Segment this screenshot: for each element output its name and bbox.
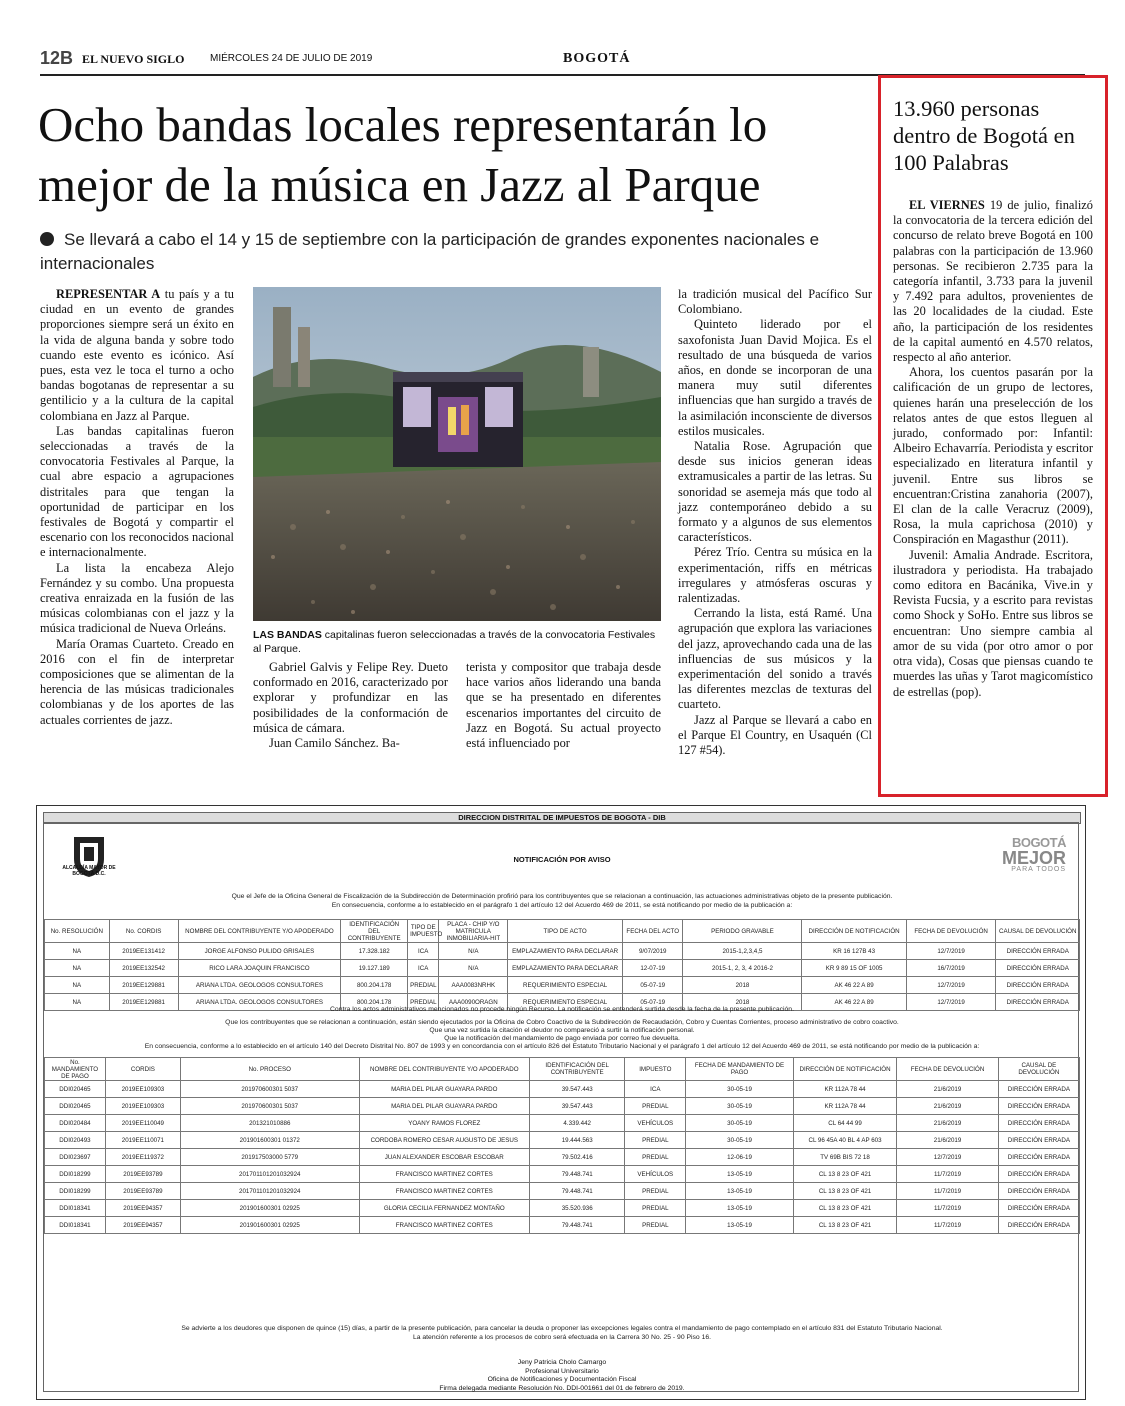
- table-cell: PREDIAL: [625, 1200, 686, 1217]
- table-cell: N/A: [439, 943, 508, 960]
- table-cell: CL 96 45A 40 BL 4 AP 603: [793, 1132, 897, 1149]
- paragraph: [40, 287, 234, 424]
- table-cell: ICA: [625, 1081, 686, 1098]
- table-cell: KR 112A 78 44: [793, 1098, 897, 1115]
- table-cell: 17.328.182: [341, 943, 408, 960]
- table-cell: 05-07-19: [622, 977, 683, 994]
- table-cell: 2019EE93789: [105, 1183, 180, 1200]
- notice-mid-2: Que los contribuyentes que se relacionan a continuación, están siendo ejecutados por la Oficina de Cobro Coactivo de la Subdirección de Recaudación, Cobro y Cuentas Corrientes, proceso administrativo de cobro coactivo.: [225, 1019, 899, 1026]
- table-cell: 30-05-19: [686, 1098, 794, 1115]
- lead-word: REPRESENTAR A: [56, 287, 161, 301]
- concert-crowd-image: [253, 287, 661, 621]
- paragraph: María Oramas Cuarteto. Creado en 2016 con el fin de interpretar composiciones que se alimentan de la herencia de las músicas tradicionales colombianas y de los aportes de las actuales corrientes de jazz.: [40, 636, 234, 727]
- column-header: NOMBRE DEL CONTRIBUYENTE Y/O APODERADO: [359, 1058, 529, 1081]
- table-cell: ARIANA LTDA. GEOLOGOS CONSULTORES: [178, 977, 341, 994]
- table-cell: 21/6/2019: [897, 1098, 998, 1115]
- table-cell: KR 112A 78 44: [793, 1081, 897, 1098]
- table-cell: DIRECCIÓN ERRADA: [998, 1081, 1079, 1098]
- table-cell: N/A: [439, 960, 508, 977]
- table-cell: MARIA DEL PILAR GUAYARA PARDO: [359, 1098, 529, 1115]
- table-cell: DIRECCIÓN ERRADA: [998, 1217, 1079, 1234]
- table-cell: ARIANA LTDA. GEOLOGOS CONSULTORES: [178, 994, 341, 1011]
- table-row: [45, 1098, 1080, 1115]
- table-row: [45, 1081, 1080, 1098]
- table-cell: FRANCISCO MARTINEZ CORTES: [359, 1183, 529, 1200]
- table-cell: 11/7/2019: [897, 1217, 998, 1234]
- table-cell: PREDIAL: [625, 1183, 686, 1200]
- table-cell: 12-07-19: [622, 960, 683, 977]
- table-cell: CL 13 8 23 OF 421: [793, 1217, 897, 1234]
- table-cell: VEHÍCULOS: [625, 1166, 686, 1183]
- table-cell: DDI018299: [45, 1166, 106, 1183]
- article-subhead: [40, 228, 820, 276]
- paragraph-text: tu país y a tu ciudad en un evento de grandes proporciones siempre será un éxito en la vida de alguna banda y sobre todo cuando este evento es icónico. Así pues, esta vez le toca el turno a ocho bandas bogotanas de representar a su gentilicio y a la cultura de la capital colombiana en Jazz al Parque.: [40, 287, 234, 423]
- bullet-icon: [40, 232, 54, 246]
- table-cell: 2018: [683, 977, 802, 994]
- column-header: TIPO DE IMPUESTO: [408, 920, 439, 943]
- table-cell: DDI020493: [45, 1132, 106, 1149]
- table-cell: ICA: [408, 960, 439, 977]
- table-cell: 2019EE109303: [105, 1098, 180, 1115]
- table-cell: 13-05-19: [686, 1217, 794, 1234]
- table-cell: 2019EE129881: [109, 994, 178, 1011]
- table-cell: PREDIAL: [625, 1098, 686, 1115]
- table-cell: 800.204.178: [341, 977, 408, 994]
- table-cell: 12/7/2019: [906, 994, 996, 1011]
- table-cell: 79.448.741: [530, 1183, 625, 1200]
- signer-name: Jeny Patricia Cholo Camargo: [517, 1359, 607, 1366]
- column-header: IMPUESTO: [625, 1058, 686, 1081]
- table-cell: CL 13 8 23 OF 421: [793, 1166, 897, 1183]
- table-cell: AAA0090ORAGN: [439, 994, 508, 1011]
- table-cell: 79.448.741: [530, 1217, 625, 1234]
- table-cell: DDI018341: [45, 1200, 106, 1217]
- table-cell: FRANCISCO MARTINEZ CORTES: [359, 1166, 529, 1183]
- table-cell: 11/7/2019: [897, 1200, 998, 1217]
- table-cell: 05-07-19: [622, 994, 683, 1011]
- table-cell: 201701101201032924: [180, 1183, 359, 1200]
- table-cell: 201970600301 5037: [180, 1098, 359, 1115]
- table-row: [45, 1115, 1080, 1132]
- issue-date: MIÉRCOLES 24 DE JULIO DE 2019: [210, 53, 373, 64]
- photo-caption: [253, 628, 661, 656]
- column-header: FECHA DEL ACTO: [622, 920, 683, 943]
- table-cell: 13-05-19: [686, 1200, 794, 1217]
- table-cell: 2015-1, 2, 3, 4 2016-2: [683, 960, 802, 977]
- subhead-text: Se llevará a cabo el 14 y 15 de septiembre con la participación de grandes exponentes nacionales e internacionales: [40, 230, 820, 273]
- table-cell: 201901600301 02925: [180, 1217, 359, 1234]
- table-cell: PREDIAL: [408, 994, 439, 1011]
- table-cell: 2019EE131412: [109, 943, 178, 960]
- table-cell: 30-05-19: [686, 1115, 794, 1132]
- column-header: DIRECCIÓN DE NOTIFICACIÓN: [793, 1058, 897, 1081]
- table-cell: 2019EE93789: [105, 1166, 180, 1183]
- table-cell: DIRECCIÓN ERRADA: [998, 1166, 1079, 1183]
- table-cell: 16/7/2019: [906, 960, 996, 977]
- table-cell: 2015-1,2,3,4,5: [683, 943, 802, 960]
- table-cell: 201901600301 01372: [180, 1132, 359, 1149]
- table-cell: AK 46 22 A 89: [802, 994, 906, 1011]
- table-cell: CL 13 8 23 OF 421: [793, 1183, 897, 1200]
- page-header: [40, 48, 1085, 76]
- bogota-mejor-logo: [968, 835, 1066, 873]
- article-column-1: [40, 287, 234, 728]
- table-cell: AK 46 22 A 89: [802, 977, 906, 994]
- table-header-row: [45, 920, 1080, 943]
- column-header: PERIODO GRAVABLE: [683, 920, 802, 943]
- column-header: No. PROCESO: [180, 1058, 359, 1081]
- table-row: [45, 1132, 1080, 1149]
- table-cell: 30-05-19: [686, 1081, 794, 1098]
- paragraph: Juvenil: Amalia Andrade. Escritora, ilustradora y periodista. Ha trabajado como editora en Bacánika, Vive.in y Revista Fucsia, y a escrito para revistas como Shock y SoHo. Entre sus libros se encuentran: Uno siempre cambia al amor de su vida (por otro amor o por otra vida), Cosas que piensas cuando te muerdes las uñas y Tarot magicomístico de estrellas (pop).: [893, 547, 1093, 699]
- table-row: [45, 1183, 1080, 1200]
- table-cell: KR 16 127B 43: [802, 943, 906, 960]
- notice-table-2: [44, 1057, 1080, 1234]
- paragraph: la tradición musical del Pacífico Sur Colombiano.: [678, 287, 872, 317]
- notice-bar-title: DIRECCION DISTRITAL DE IMPUESTOS DE BOGOTA - DIB: [43, 812, 1081, 824]
- table-cell: 2019EE94357: [105, 1200, 180, 1217]
- table-cell: YOANY RAMOS FLOREZ: [359, 1115, 529, 1132]
- table-cell: DDI023697: [45, 1149, 106, 1166]
- table-cell: DIRECCIÓN ERRADA: [998, 1132, 1079, 1149]
- caption-lead: LAS BANDAS: [253, 629, 322, 641]
- notice-mid-1: Contra los actos administrativos mencionados no procede ningún Recurso. La notificación se entenderá surtida desde la fecha de la presente publicación.: [330, 1006, 794, 1013]
- table-cell: 9/07/2019: [622, 943, 683, 960]
- paragraph: Quinteto liderado por el saxofonista Juan David Mojica. Es el resultado de una búsqueda de varios años, en donde se incorporan de una manera muy sutil diferentes influencias que han surgido a través de la asimilación inconsciente de diversos estilos musicales.: [678, 317, 872, 438]
- paragraph: Natalia Rose. Agrupación que desde sus inicios generan ideas extramusicales a partir de las letras. Su sonoridad se asemeja más que todo al jazz contemporáneo debido a su formato y a algunos de sus elementos característicos.: [678, 439, 872, 545]
- table-cell: 21/6/2019: [897, 1115, 998, 1132]
- table-cell: TV 69B BIS 72 18: [793, 1149, 897, 1166]
- table-cell: 2019EE110049: [105, 1115, 180, 1132]
- table-cell: CL 13 8 23 OF 421: [793, 1200, 897, 1217]
- table-cell: 19.127.189: [341, 960, 408, 977]
- table-cell: EMPLAZAMIENTO PARA DECLARAR: [508, 960, 623, 977]
- publication-name: EL NUEVO SIGLO: [82, 52, 185, 66]
- notice-foot-1: Se advierte a los deudores que disponen de quince (15) días, a partir de la presente publicación, para cancelar la deuda o proponer las excepciones legales contra el mandamiento de pago contemplado en el artículo 831 del Estatuto Tributario Nacional.: [181, 1325, 943, 1332]
- table-cell: 79.502.416: [530, 1149, 625, 1166]
- table-cell: MARIA DEL PILAR GUAYARA PARDO: [359, 1081, 529, 1098]
- paragraph-text: 19 de julio, finalizó la convocatoria de la tercera edición del concurso de relato breve Bogotá en 100 palabras con la participación de 13.960 personas. Se recibieron 2.735 para la categoría infantil, 3.733 para la juvenil y 7.492 para adultos, provenientes de las 20 localidades de la ciudad. Este año, la participación de los residentes de la capital aumentó en 4.570 relatos, respecto al año anterior.: [893, 198, 1093, 365]
- column-header: FECHA DE MANDAMIENTO DE PAGO: [686, 1058, 794, 1081]
- table-cell: 2019EE109303: [105, 1081, 180, 1098]
- page-number: 12B: [40, 48, 74, 68]
- notice-signature: [44, 1359, 1080, 1393]
- table-row: [45, 960, 1080, 977]
- table-cell: DIRECCIÓN ERRADA: [996, 960, 1080, 977]
- table-cell: PREDIAL: [625, 1149, 686, 1166]
- table-cell: 35.520.936: [530, 1200, 625, 1217]
- table-cell: PREDIAL: [408, 977, 439, 994]
- table-cell: DIRECCIÓN ERRADA: [998, 1149, 1079, 1166]
- table-cell: JORGE ALFONSO PULIDO GRISALES: [178, 943, 341, 960]
- column-header: FECHA DE DEVOLUCIÓN: [897, 1058, 998, 1081]
- table-cell: 2019EE132542: [109, 960, 178, 977]
- table-cell: DIRECCIÓN ERRADA: [998, 1183, 1079, 1200]
- article-column-3: [466, 660, 661, 751]
- table-cell: 2019EE110071: [105, 1132, 180, 1149]
- table-cell: DIRECCIÓN ERRADA: [996, 994, 1080, 1011]
- notice-intro-2: En consecuencia, conforme a lo establecido en el parágrafo 1 del artículo 12 del Acuerdo 469 de 2011, se está notificando por medio de la publicación a:: [331, 902, 793, 909]
- table-cell: PREDIAL: [625, 1132, 686, 1149]
- table-cell: KR 9 89 15 OF 1005: [802, 960, 906, 977]
- paragraph: Jazz al Parque se llevará a cabo en el Parque El Country, en Usaquén (Cl 127 #54).: [678, 712, 872, 758]
- notice-intro-1: Que el Jefe de la Oficina General de Fiscalización de la Subdirección de Determinación profirió para los contribuyentes que se relacionan a continuación, las actuaciones administrativas objeto de la presente publicación.: [231, 893, 893, 900]
- table-cell: PREDIAL: [625, 1217, 686, 1234]
- table-header-row: [45, 1058, 1080, 1081]
- table-cell: REQUERIMIENTO ESPECIAL: [508, 977, 623, 994]
- logo-line-3: PARA TODOS: [1011, 866, 1066, 873]
- paragraph: Pérez Trío. Centra su música en la experimentación, riffs en métricas irregulares y atmósferas oscuras y ralentizadas.: [678, 545, 872, 606]
- table-cell: VEHÍCULOS: [625, 1115, 686, 1132]
- table-cell: 19.444.563: [530, 1132, 625, 1149]
- column-header: IDENTIFICACIÓN DEL CONTRIBUYENTE: [530, 1058, 625, 1081]
- table-cell: 30-05-19: [686, 1132, 794, 1149]
- table-cell: REQUERIMIENTO ESPECIAL: [508, 994, 623, 1011]
- table-cell: 11/7/2019: [897, 1166, 998, 1183]
- table-cell: DIRECCIÓN ERRADA: [998, 1098, 1079, 1115]
- column-header: NOMBRE DEL CONTRIBUYENTE Y/O APODERADO: [178, 920, 341, 943]
- table-cell: JUAN ALEXANDER ESCOBAR ESCOBAR: [359, 1149, 529, 1166]
- table-cell: 201321010886: [180, 1115, 359, 1132]
- table-cell: 79.448.741: [530, 1166, 625, 1183]
- column-header: TIPO DE ACTO: [508, 920, 623, 943]
- table-cell: DDI018299: [45, 1183, 106, 1200]
- column-header: PLACA - CHIP Y/O MATRICULA INMOBILIARIA-HIT: [439, 920, 508, 943]
- signer-delegation: Firma delegada mediante Resolución No. DDI-001661 del 01 de febrero de 2019.: [439, 1384, 685, 1392]
- logo-line-2: MEJOR: [1001, 848, 1066, 868]
- table-cell: 11/7/2019: [897, 1183, 998, 1200]
- table-cell: DDI018341: [45, 1217, 106, 1234]
- table-cell: FRANCISCO MARTINEZ CORTES: [359, 1217, 529, 1234]
- table-cell: 12/7/2019: [906, 943, 996, 960]
- column-header: No. RESOLUCIÓN: [45, 920, 110, 943]
- column-header: No. CORDIS: [109, 920, 178, 943]
- notice-mid-3: Que una vez surtida la citación el deudor no compareció a surtir la notificación personal.: [429, 1027, 695, 1034]
- table-cell: ICA: [408, 943, 439, 960]
- paragraph: Las bandas capitalinas fueron seleccionadas a través de la convocatoria Festivales al Parque, la cual abre espacio a agrupaciones distritales para que tengan la oportunidad de participar en los festivales de Bogotá y compartir el escenario con los reconocidos nacional e internacionalmente.: [40, 423, 234, 560]
- lead-word: EL VIERNES: [909, 198, 985, 212]
- notice-mid-5: En consecuencia, conforme a lo establecido en el artículo 140 del Decreto Distrital No. 807 de 1993 y en concordancia con el artículo 826 del Estatuto Tributario Nacional y el parágrafo 1 del artículo 12 del Acuerdo 469 de 2011, se está notificando por medio de la publicación a:: [144, 1043, 980, 1050]
- notice-title: NOTIFICACIÓN POR AVISO: [513, 855, 611, 864]
- table-cell: DDI020465: [45, 1098, 106, 1115]
- table-cell: 2018: [683, 994, 802, 1011]
- sidebar-title: 13.960 personas dentro de Bogotá en 100 Palabras: [893, 96, 1075, 175]
- concert-photo: [253, 287, 661, 621]
- table-cell: NA: [45, 943, 110, 960]
- crest-label: ALCALDÍA MAYOR DE BOGOTÁ D.C.: [62, 865, 116, 877]
- table-cell: 12/7/2019: [897, 1149, 998, 1166]
- table-cell: 201901600301 02925: [180, 1200, 359, 1217]
- notice-mid-4: Que la notificación del mandamiento de pago enviada por correo fue devuelta.: [444, 1035, 680, 1042]
- table-cell: 12/7/2019: [906, 977, 996, 994]
- article-headline: Ocho bandas locales representarán lo mejor de la música en Jazz al Parque: [38, 97, 768, 212]
- table-cell: NA: [45, 960, 110, 977]
- sidebar-body: [893, 198, 1093, 700]
- table-cell: 13-05-19: [686, 1183, 794, 1200]
- table-row: [45, 1149, 1080, 1166]
- table-cell: 2019EE119372: [105, 1149, 180, 1166]
- paragraph: Juan Camilo Sánchez. Ba-: [269, 736, 400, 751]
- column-header: CAUSAL DE DEVOLUCIÓN: [998, 1058, 1079, 1081]
- paragraph: Cerrando la lista, está Ramé. Una agrupación que explora las variaciones del jazz, aprovechando cada una de las influencias de sus músicos y la experimentación del sonido a través las diferentes mezclas de texturas del cuarteto.: [678, 606, 872, 712]
- column-header: IDENTIFICACIÓN DEL CONTRIBUYENTE: [341, 920, 408, 943]
- table-row: [45, 977, 1080, 994]
- table-cell: 21/6/2019: [897, 1132, 998, 1149]
- table-row: [45, 1217, 1080, 1234]
- column-header: CAUSAL DE DEVOLUCIÓN: [996, 920, 1080, 943]
- table-cell: GLORIA CECILIA FERNANDEZ MONTAÑO: [359, 1200, 529, 1217]
- table-row: [45, 943, 1080, 960]
- article-column-2: [253, 660, 448, 751]
- table-cell: DDI020484: [45, 1115, 106, 1132]
- table-cell: DIRECCIÓN ERRADA: [998, 1200, 1079, 1217]
- paragraph: terista y compositor que trabaja desde hace varios años liderando una banda que se ha presentado en diferentes escenarios importantes del circuito de Jazz en Bogotá. Su actual proyecto está influenciado por: [466, 660, 661, 751]
- paragraph: Ahora, los cuentos pasarán por la calificación de un grupo de lectores, quienes harán una preselección de los relatos antes de que estos lleguen al jurado, conformado por: Infantil: Albeiro Echavarría. Periodista y escritor especializado en literatura infantil y juvenil. Entre sus libros se encuentran:Cristina zanahoria (2007), El clan de la calle Veracruz (2009), Rosa, la mula caprichosa (2010) y Conspiración en Magasthur (2011).: [893, 365, 1093, 547]
- table-cell: DIRECCIÓN ERRADA: [996, 943, 1080, 960]
- caption-text: capitalinas fueron seleccionadas a través de la convocatoria Festivales al Parque.: [253, 629, 656, 655]
- paragraph: La lista la encabeza Alejo Fernández y su combo. Una propuesta creativa enraizada en la fusión de las músicas colombianas con el jazz y la música tradicional de Nueva Orleáns.: [40, 560, 234, 636]
- table-cell: EMPLAZAMIENTO PARA DECLARAR: [508, 943, 623, 960]
- table-cell: 4.339.442: [530, 1115, 625, 1132]
- table-cell: 2019EE94357: [105, 1217, 180, 1234]
- notice-table-1: [44, 919, 1080, 1011]
- table-cell: NA: [45, 977, 110, 994]
- table-cell: 39.547.443: [530, 1098, 625, 1115]
- paragraph: Gabriel Galvis y Felipe Rey. Dueto conformado en 2016, caracterizado por explorar y profundizar en las posibilidades de la conformación de música de cámara.: [253, 660, 448, 735]
- table-cell: DIRECCIÓN ERRADA: [996, 977, 1080, 994]
- table-cell: 201970600301 5037: [180, 1081, 359, 1098]
- table-cell: RICO LARA JOAQUIN FRANCISCO: [178, 960, 341, 977]
- table-cell: 12-06-19: [686, 1149, 794, 1166]
- column-header: DIRECCIÓN DE NOTIFICACIÓN: [802, 920, 906, 943]
- table-cell: 13-05-19: [686, 1166, 794, 1183]
- article-column-4: [678, 287, 872, 758]
- logo-line-1: BOGOTÁ: [1011, 835, 1066, 850]
- paragraph: [893, 198, 1093, 365]
- table-cell: 2019EE129881: [109, 977, 178, 994]
- tax-notice: [36, 805, 1086, 1400]
- section-name: BOGOTÁ: [563, 51, 631, 66]
- column-header: No. MANDAMIENTO DE PAGO: [45, 1058, 106, 1081]
- table-cell: 201917503000 5779: [180, 1149, 359, 1166]
- column-header: CORDIS: [105, 1058, 180, 1081]
- column-header: FECHA DE DEVOLUCIÓN: [906, 920, 996, 943]
- table-cell: CORDOBA ROMERO CESAR AUGUSTO DE JESUS: [359, 1132, 529, 1149]
- table-cell: NA: [45, 994, 110, 1011]
- table-row: [45, 1166, 1080, 1183]
- table-cell: 39.547.443: [530, 1081, 625, 1098]
- signer-office: Oficina de Notificaciones y Documentación Fiscal: [487, 1376, 637, 1383]
- table-cell: CL 64 44 99: [793, 1115, 897, 1132]
- table-cell: DDI020465: [45, 1081, 106, 1098]
- table-cell: 21/6/2019: [897, 1081, 998, 1098]
- notice-foot-2: La atención referente a los procesos de cobro será efectuada en la Carrera 30 No. 25 - 90 Piso 16.: [412, 1334, 712, 1341]
- table-cell: DIRECCIÓN ERRADA: [998, 1115, 1079, 1132]
- table-cell: AAA0083NRHK: [439, 977, 508, 994]
- table-cell: 800.204.178: [341, 994, 408, 1011]
- table-cell: 201701101201032924: [180, 1166, 359, 1183]
- table-row: [45, 1200, 1080, 1217]
- notice-body: [43, 822, 1079, 1392]
- signer-role: Profesional Universitario: [525, 1367, 599, 1375]
